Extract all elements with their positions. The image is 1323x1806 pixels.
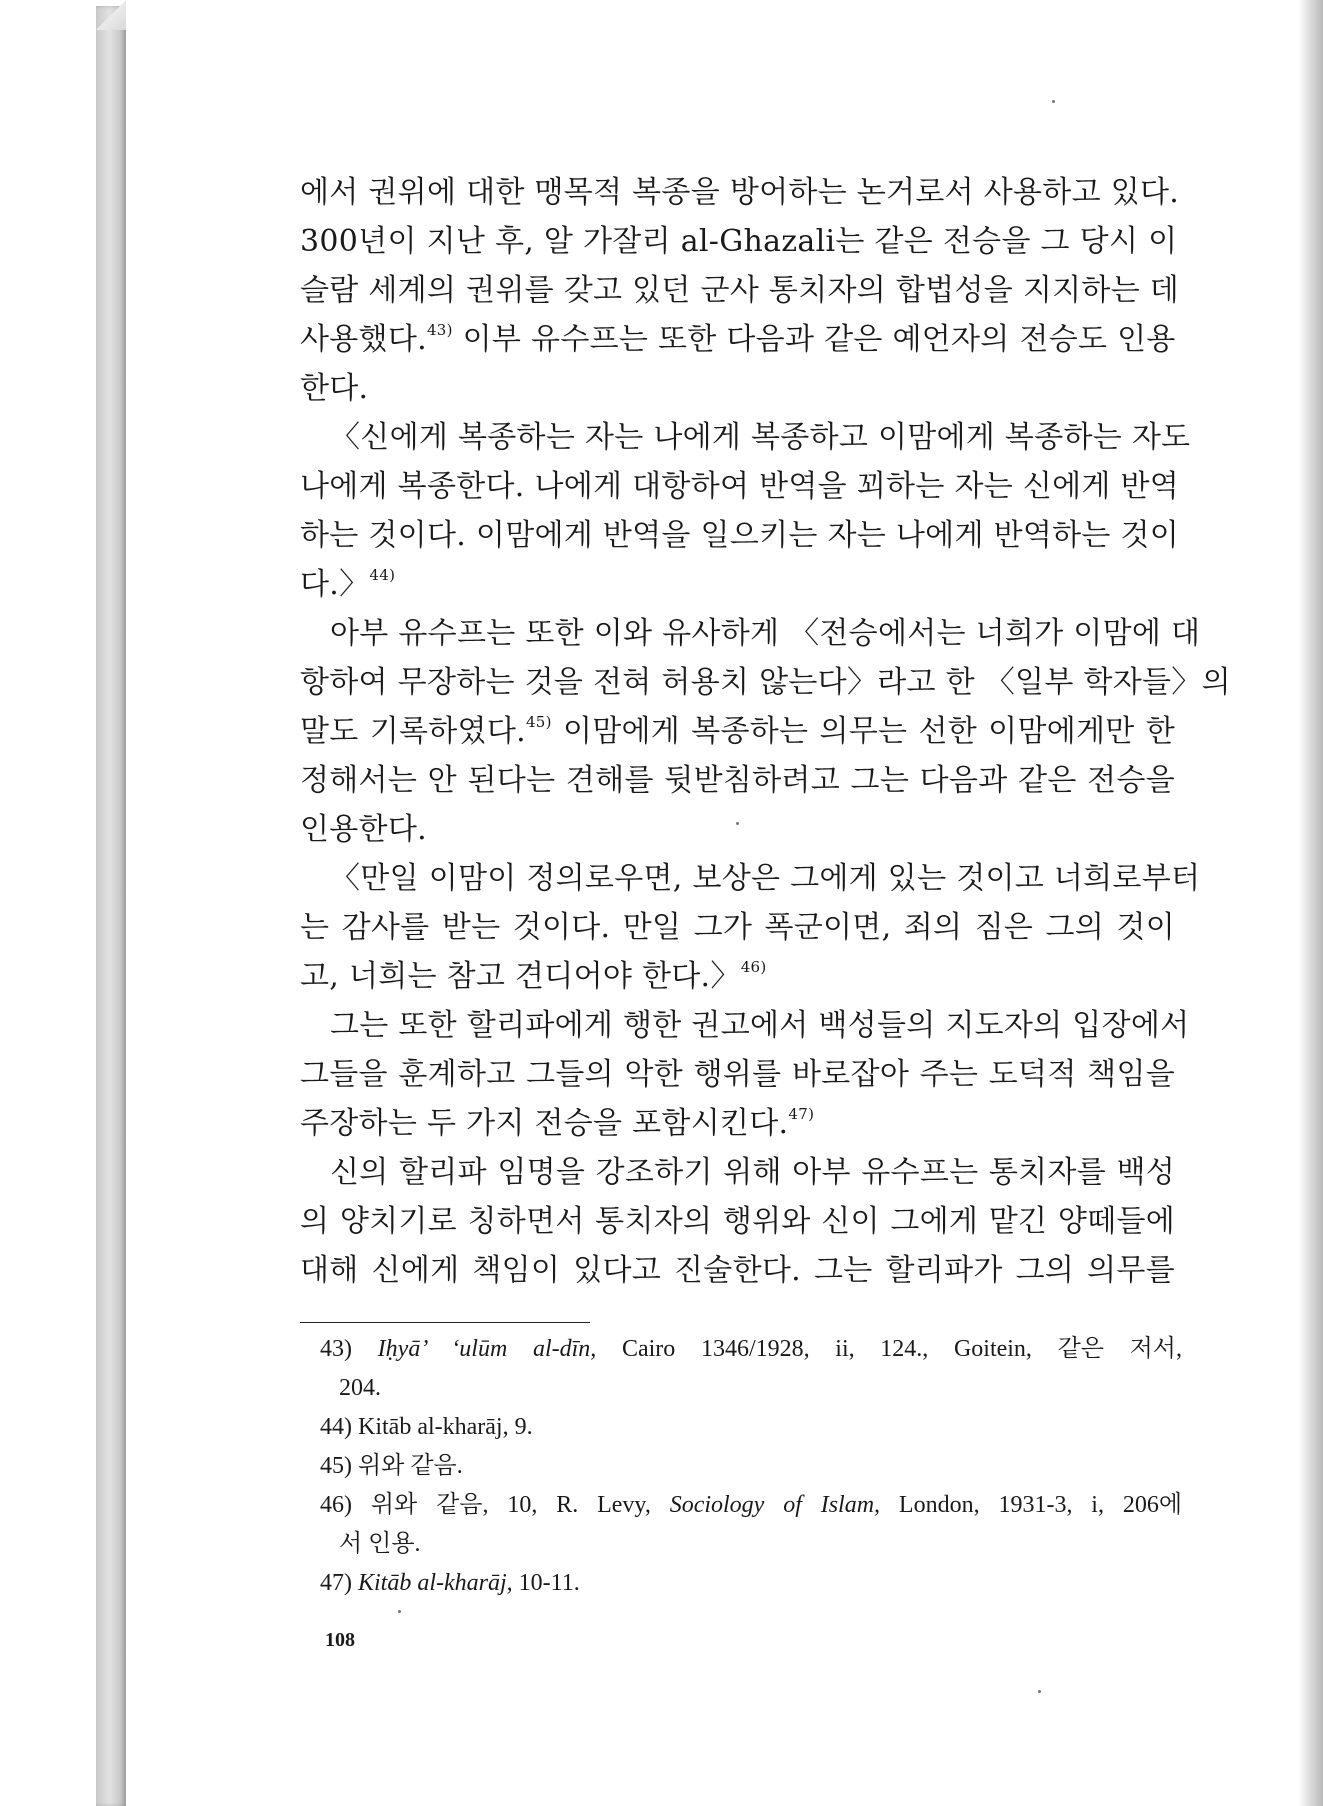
text-line: 대해 신에게 책임이 있다고 진술한다. 그는 할리파가 그의 의무를 <box>300 1253 1175 1288</box>
paper-speck <box>1052 100 1055 103</box>
footnote-43-continued: 204. <box>339 1375 381 1401</box>
footnote-47: 47) Kitāb al-kharāj, 10-11. <box>320 1570 580 1596</box>
text-line: 항하여 무장하는 것을 전혀 허용치 않는다〉라고 한 〈일부 학자들〉의 <box>300 665 1231 700</box>
footnote-separator <box>300 1322 590 1323</box>
text-line: 나에게 복종한다. 나에게 대항하여 반역을 꾀하는 자는 신에게 반역 <box>300 469 1180 504</box>
text-line: 정해서는 안 된다는 견해를 뒷받침하려고 그는 다음과 같은 전승을 <box>300 763 1175 798</box>
text-line: 하는 것이다. 이맘에게 반역을 일으키는 자는 나에게 반역하는 것이 <box>300 518 1180 553</box>
paper-speck <box>1038 1690 1041 1693</box>
text-line: 신의 할리파 임명을 강조하기 위해 아부 유수프는 통치자를 백성 <box>330 1155 1175 1190</box>
text-line: 300년이 지난 후, 알 가잘리 al-Ghazali는 같은 전승을 그 당시 이 <box>300 224 1178 259</box>
footnote-ref: 45) <box>525 713 552 731</box>
text-line: 슬람 세계의 권위를 갖고 있던 군사 통치자의 합법성을 지지하는 데 <box>300 273 1180 308</box>
text-line: 한다. <box>300 371 369 406</box>
text-line: 아부 유수프는 또한 이와 유사하게 〈전승에서는 너희가 이맘에 대 <box>330 616 1201 651</box>
text-line: 인용한다. <box>300 812 427 847</box>
text-line: 주장하는 두 가지 전승을 포함시킨다.$^{47)}$ <box>300 1105 815 1141</box>
footnotes <box>320 1330 1182 1603</box>
text-line: 고, 너희는 참고 견디어야 한다.〉$^{46)}$ <box>300 958 767 994</box>
text-line: 〈신에게 복종하는 자는 나에게 복종하고 이맘에게 복종하는 자도 <box>330 420 1191 455</box>
footnote-ref: 47) <box>788 1105 815 1123</box>
page-edge-shadow <box>1298 0 1323 1806</box>
footnote-ref: 44) <box>369 566 396 584</box>
text-line: 말도 기록하였다.$^{45)}$ 이맘에게 복종하는 의무는 선한 이맘에게만 한 <box>300 713 1175 749</box>
footnote-45: 45) 위와 같음. <box>320 1453 463 1479</box>
text-line: 그는 또한 할리파에게 행한 권고에서 백성들의 지도자의 입장에서 <box>330 1008 1190 1043</box>
text-line: 〈만일 이맘이 정의로우면, 보상은 그에게 있는 것이고 너희로부터 <box>330 861 1201 896</box>
text-line: 다.〉$^{44)}$ <box>300 566 396 602</box>
text-line: 의 양치기로 칭하면서 통치자의 행위와 신이 그에게 맡긴 양떼들에 <box>300 1204 1175 1239</box>
text-line: 는 감사를 받는 것이다. 만일 그가 폭군이면, 죄의 짐은 그의 것이 <box>300 910 1175 945</box>
footnote-ref: 46) <box>740 958 767 976</box>
footnote-46: 46) 위와 같음, 10, R. Levy, Sociology of Islam, London, 1931-3, i, 206에 <box>320 1492 1183 1518</box>
footnote-46-continued: 서 인용. <box>339 1531 421 1557</box>
book-spine <box>96 6 127 1806</box>
footnote-ref: 43) <box>426 321 453 339</box>
footnote-43: 43) Iḥyā’ ‘ulūm al-dīn, Cairo 1346/1928, ii, 124., Goitein, 같은 저서, <box>320 1336 1182 1362</box>
text-line: 에서 권위에 대한 맹목적 복종을 방어하는 논거로서 사용하고 있다. <box>300 175 1180 210</box>
text-line: 그들을 훈계하고 그들의 악한 행위를 바로잡아 주는 도덕적 책임을 <box>300 1057 1175 1092</box>
page-number: 108 <box>325 1629 355 1651</box>
paper-speck <box>398 1610 401 1613</box>
text-line: 사용했다.$^{43)}$ 이부 유수프는 또한 다음과 같은 예언자의 전승도 인용 <box>300 321 1176 357</box>
body-text <box>300 168 1231 1295</box>
footnote-44: 44) Kitāb al-kharāj, 9. <box>320 1414 533 1440</box>
